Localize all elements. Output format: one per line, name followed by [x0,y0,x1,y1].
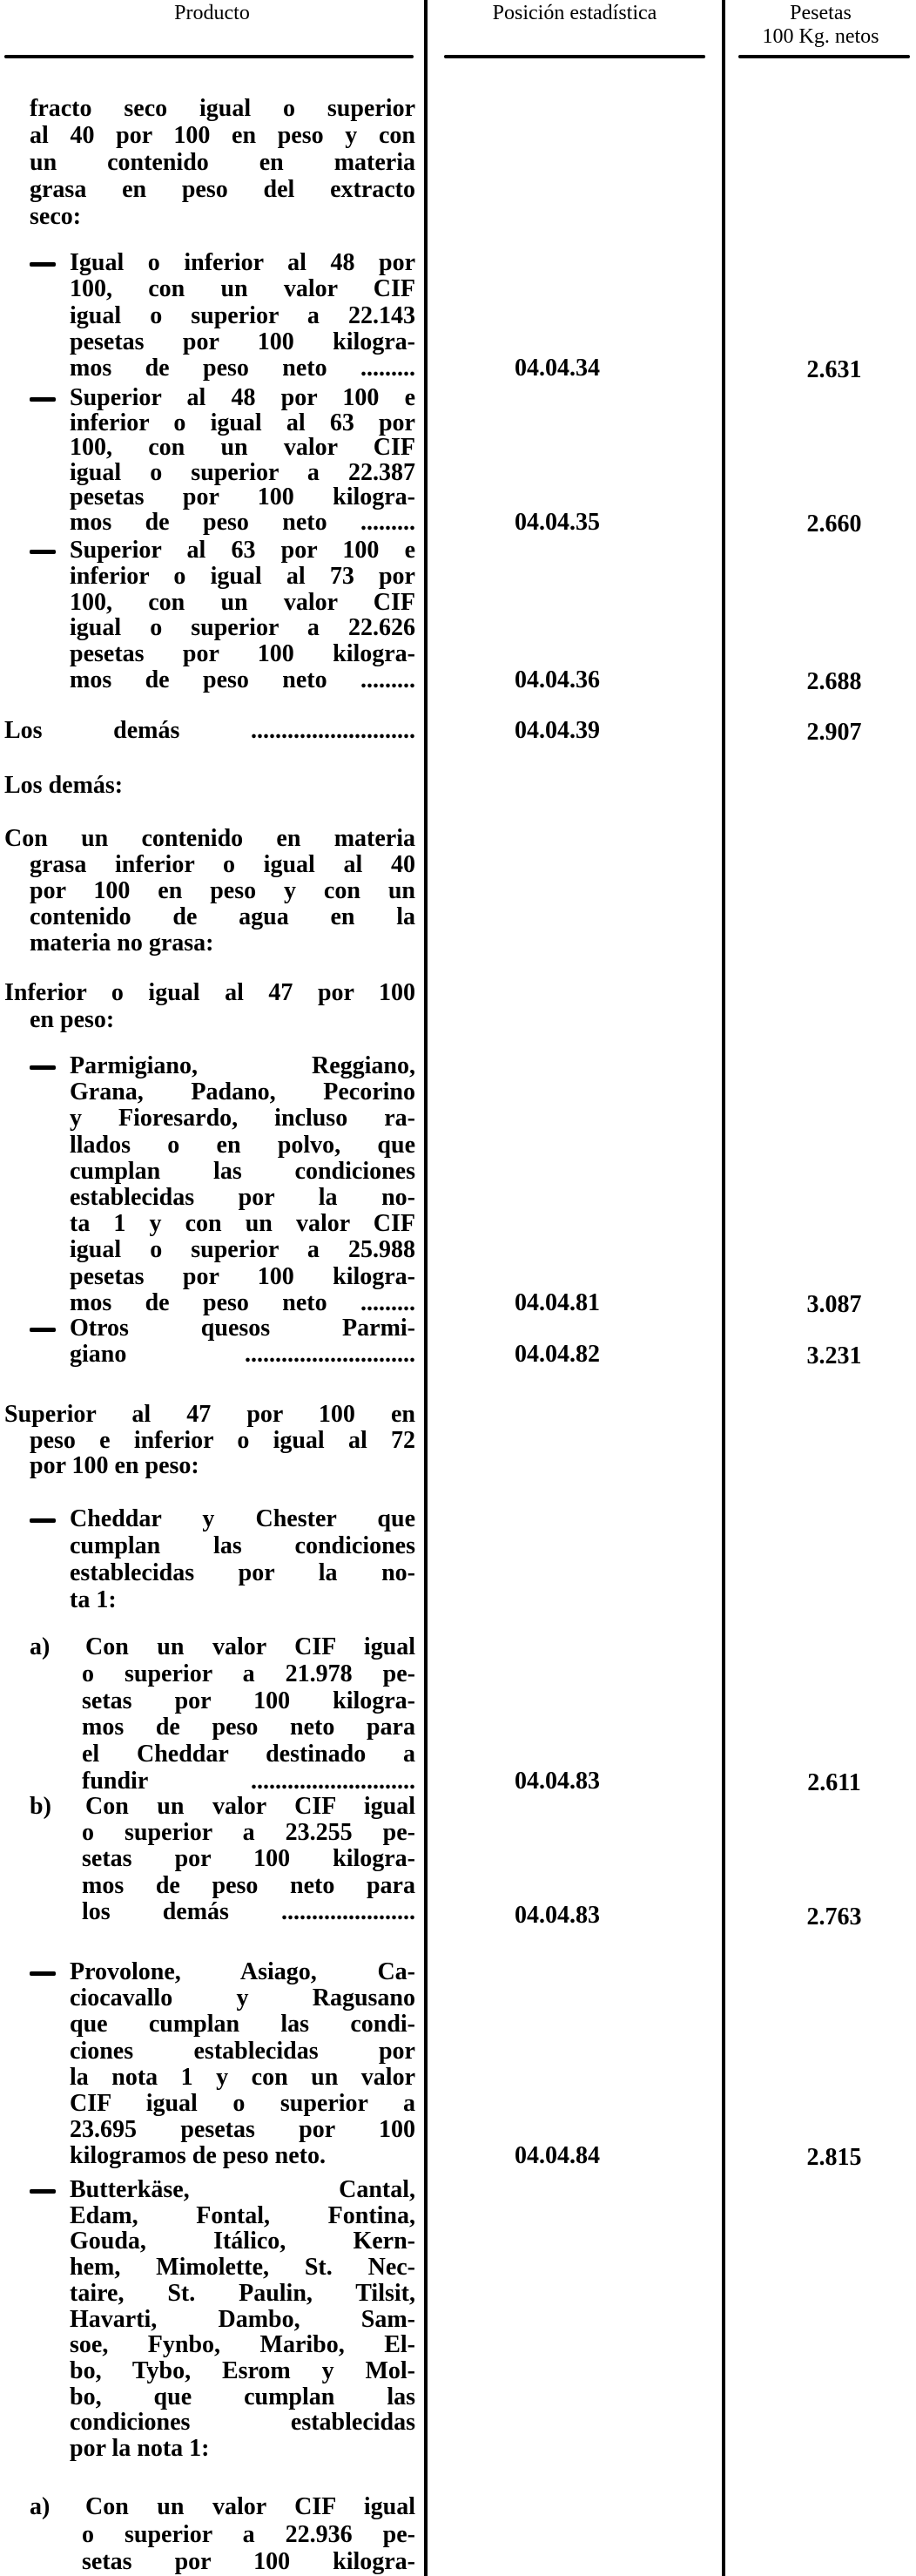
statistical-position: 04.04.34 [515,355,600,382]
product-text-line: Superior al 48 por 100 e [70,384,415,411]
product-text-line: por 100 en peso: [30,1452,199,1479]
statistical-position: 04.04.35 [515,509,600,536]
product-text-line: en peso: [30,1006,115,1033]
product-text-line: Con un contenido en materia [4,825,415,852]
product-text-line: Con un valor CIF igual [85,1633,415,1660]
statistical-position: 04.04.83 [515,1901,600,1929]
product-text-line: Con un valor CIF igual [85,1793,415,1820]
product-text-line: hem, Mimolette, St. Nec- [70,2254,415,2282]
product-text-line: Butterkäse, Cantal, [70,2176,415,2203]
product-text-line: setas por 100 kilogra- [82,1845,415,1873]
header-price-line1: Pesetas [790,2,852,24]
product-text-line: igual o superior a 22.143 [70,301,415,329]
product-text-line: peso e inferior o igual al 72 [30,1426,415,1454]
product-text-line: setas por 100 kilogra- [82,2548,415,2575]
product-text-line: seco: [30,203,82,230]
dash-bullet-icon [30,1328,56,1332]
price-pesetas: 2.907 [806,719,862,746]
product-text-line: pesetas por 100 kilogra- [70,1262,415,1290]
dash-bullet-icon [30,550,56,554]
product-text-line: taire, St. Paulin, Tilsit, [70,2279,415,2307]
product-text-line: Los demás ........................... [4,717,415,744]
product-text-line: Inferior o igual al 47 por 100 [4,979,415,1006]
product-text-line: mos de peso neto ......... [70,666,415,693]
price-pesetas: 3.231 [806,1342,862,1369]
product-text-line: y Fioresardo, incluso ra- [70,1105,415,1132]
product-text-line: pesetas por 100 kilogra- [70,328,415,355]
product-text-line: bo, que cumplan las [70,2383,415,2410]
price-pesetas: 2.688 [806,668,862,695]
product-text-line: inferior o igual al 63 por [70,409,415,436]
product-text-line: Parmigiano, Reggiano, [70,1052,415,1079]
product-text-line: bo, Tybo, Esrom y Mol- [70,2356,415,2384]
item-letter-label: b) [30,1793,51,1820]
statistical-position: 04.04.39 [515,717,600,744]
item-letter-label: a) [30,2493,51,2520]
price-pesetas: 2.763 [806,1903,862,1930]
product-text-line: Provolone, Asiago, Ca- [70,1958,415,1985]
header-position: Posición estadística [492,2,657,24]
product-text-line: el Cheddar destinado a [82,1741,415,1768]
product-text-line: Otros quesos Parmi- [70,1315,415,1342]
product-text-line: pesetas por 100 kilogra- [70,483,415,511]
product-text-line: establecidas por la no- [70,1184,415,1211]
price-pesetas: 2.611 [807,1769,861,1796]
product-text-line: igual o superior a 22.626 [70,614,415,642]
product-text-line: Igual o inferior al 48 por [70,249,415,276]
product-text-line: igual o superior a 22.387 [70,458,415,486]
product-text-line: o superior a 21.978 pe- [82,1660,415,1687]
product-text-line: materia no grasa: [30,930,214,957]
product-text-line: ta 1 y con un valor CIF [70,1210,415,1238]
dash-bullet-icon [30,1971,56,1976]
product-text-line: giano ............................ [70,1341,415,1368]
product-text-line: Gouda, Itálico, Kern- [70,2228,415,2255]
product-text-line: que cumplan las condi- [70,2011,415,2038]
header-price-line2: 100 Kg. netos [762,25,879,48]
product-text-line: al 40 por 100 en peso y con [30,122,415,149]
dash-bullet-icon [30,1065,56,1070]
product-text-line: un contenido en materia [30,149,415,176]
product-text-line: Superior al 47 por 100 en [4,1401,415,1428]
product-text-line: ta 1: [70,1586,117,1613]
dash-bullet-icon [30,1518,56,1523]
product-text-line: condiciones establecidas [70,2409,415,2437]
column-divider-1 [424,0,428,2576]
product-text-line: llados o en polvo, que [70,1131,415,1159]
product-text-line: Grana, Padano, Pecorino [70,1078,415,1106]
product-text-line: 100, con un valor CIF [70,275,415,303]
product-text-line: por 100 en peso y con un [30,877,415,904]
product-text-line: kilogramos de peso neto. [70,2142,326,2170]
price-pesetas: 2.631 [806,356,862,383]
product-text-line: setas por 100 kilogra- [82,1687,415,1714]
product-text-line: mos de peso neto para [82,1871,415,1899]
product-text-line: mos de peso neto ......... [70,355,415,382]
product-text-line: la nota 1 y con un valor [70,2063,415,2091]
product-text-line: mos de peso neto para [82,1714,415,1741]
product-text-line: los demás ...................... [82,1897,415,1925]
product-text-line: ciocavallo y Ragusano [70,1984,415,2012]
header-rule-position [444,55,705,58]
product-text-line: mos de peso neto ......... [70,1288,415,1316]
product-text-line: igual o superior a 25.988 [70,1236,415,1264]
product-text-line: CIF igual o superior a [70,2090,415,2117]
product-text-line: Superior al 63 por 100 e [70,537,415,564]
product-text-line: 23.695 pesetas por 100 [70,2116,415,2144]
dash-bullet-icon [30,262,56,267]
product-text-line: Los demás: [4,772,124,799]
product-text-line: grasa en peso del extracto [30,176,415,203]
statistical-position: 04.04.82 [515,1341,600,1368]
product-text-line: Edam, Fontal, Fontina, [70,2201,415,2229]
product-text-line: o superior a 22.936 pe- [82,2520,415,2548]
product-text-line: fracto seco igual o superior [30,95,415,122]
product-text-line: establecidas por la no- [70,1559,415,1586]
header-product: Producto [174,2,250,24]
price-pesetas: 2.815 [806,2144,862,2172]
product-text-line: Con un valor CIF igual [85,2493,415,2520]
statistical-position: 04.04.83 [515,1768,600,1795]
product-text-line: Havarti, Dambo, Sam- [70,2305,415,2333]
product-text-line: cumplan las condiciones [70,1157,415,1185]
product-text-line: contenido de agua en la [30,903,415,930]
product-text-line: ciones establecidas por [70,2037,415,2065]
product-text-line: mos de peso neto ......... [70,509,415,536]
product-text-line: Cheddar y Chester que [70,1505,415,1532]
product-text-line: 100, con un valor CIF [70,434,415,462]
header-rule-product [4,55,414,58]
product-text-line: cumplan las condiciones [70,1532,415,1559]
column-divider-2 [722,0,725,2576]
product-text-line: o superior a 23.255 pe- [82,1819,415,1847]
product-text-line: soe, Fynbo, Maribo, El- [70,2331,415,2359]
product-text-line: 100, con un valor CIF [70,588,415,616]
dash-bullet-icon [30,397,56,402]
statistical-position: 04.04.36 [515,666,600,693]
product-text-line: pesetas por 100 kilogra- [70,640,415,668]
product-text-line: inferior o igual al 73 por [70,562,415,590]
product-text-line: por la nota 1: [70,2435,210,2462]
statistical-position: 04.04.84 [515,2142,600,2170]
statistical-position: 04.04.81 [515,1288,600,1316]
price-pesetas: 2.660 [806,510,862,538]
product-text-line: grasa inferior o igual al 40 [30,851,415,878]
price-pesetas: 3.087 [806,1290,862,1318]
product-text-line: fundir ........................... [82,1768,415,1795]
item-letter-label: a) [30,1633,51,1660]
dash-bullet-icon [30,2189,56,2194]
header-rule-price [738,55,910,58]
